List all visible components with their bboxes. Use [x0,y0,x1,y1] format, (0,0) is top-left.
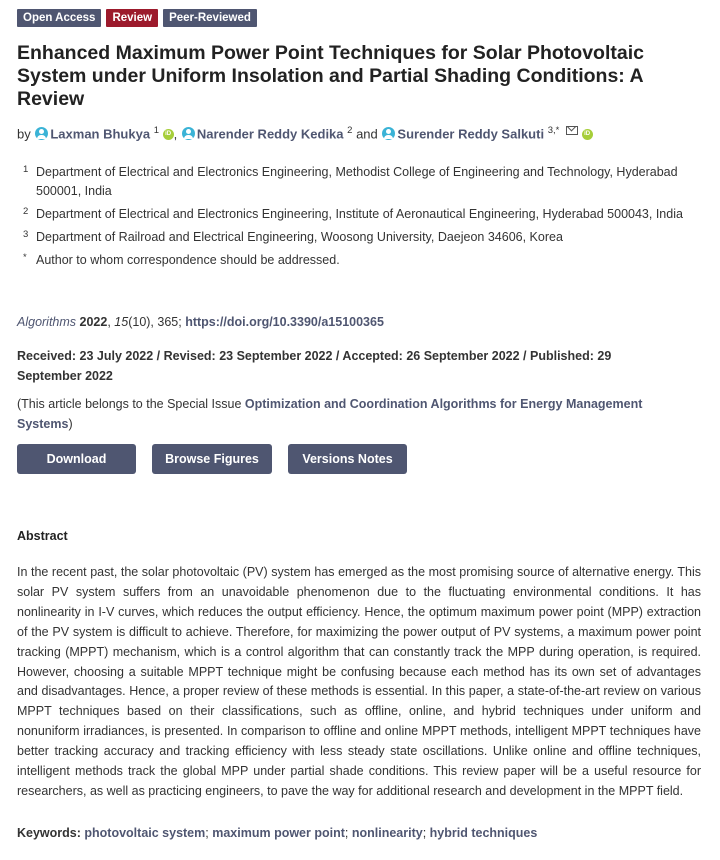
author-affil-sup: 3,* [547,125,560,136]
badges [17,9,257,27]
affiliation-text: Department of Railroad and Electrical Engineering, Woosong University, Daejeon 34606, Korea [36,230,563,244]
author-name-3[interactable]: Surender Reddy Salkuti [397,126,545,142]
person-icon[interactable] [35,127,48,140]
special-issue-link[interactable]: Optimization and Coordination Algorithms for Energy Management Systems [17,397,643,431]
affiliation-item [17,205,707,224]
author-separator: , [173,126,178,142]
author-affil-sup: 1 [153,125,159,136]
affiliation-number: * [23,252,27,263]
citation-volume: 15 [114,315,129,329]
action-buttons [17,444,407,474]
abstract-body: In the recent past, the solar photovoltaic (PV) system has emerged as the most promising source of alternative energy. This solar PV system suffers from an unavoidable phenomenon due to the fluctuating environmental conditions. It has nonlinearity in I-V curves, which reduces the output efficiency. Hence, the optimum maximum power point (MPP) extraction of the PV system is difficult to achieve. Therefore, for maximizing the power output of PV systems, a maximum power point tracking (MPPT) mechanism, which is a control algorithm that can constantly track the MPP during operation, is required. However, choosing a suitable MPPT technique might be confusing because each method has its own set of advantages and disadvantages. Hence, a proper review of these methods is essential. In this paper, a state-of-the-art review on various MPPT techniques based on their classifications, such as offline, online, and hybrid techniques under uniform and nonuniform irradiances, is presented. In comparison to offline and online MPPT methods, intelligent MPPT techniques have better tracking accuracy and tracking efficiency with less steady state oscillations. Unlike online and offline techniques, intelligent methods track the global MPP under partial shade conditions. This review paper will be a useful resource for researchers, as well as practicing engineers, to pave the way for additional research and development in the MPPT field. [17,565,701,798]
affiliation-text: Department of Electrical and Electronics Engineering, Institute of Aeronautical Engineering, Hyderabad 500043, India [36,207,683,221]
affiliations [17,163,707,274]
citation-line: Algorithms 2022, 15(10), 365; https://doi.org/10.3390/a15100365 [17,315,384,329]
special-issue-prefix: (This article belongs to the Special Issue [17,397,245,411]
special-issue-note [17,395,697,434]
article-title: Enhanced Maximum Power Point Techniques for Solar Photovoltaic System under Uniform Insolation and Partial Shading Conditions: A Review [17,42,644,110]
orcid-icon[interactable]: iD [163,129,174,140]
keyword-separator: ; [205,826,209,840]
special-issue-suffix: ) [68,416,73,431]
author-line [17,125,707,141]
person-icon[interactable] [382,127,395,140]
by-label: by [17,126,31,142]
affiliation-text: Department of Electrical and Electronics Engineering, Methodist College of Engineering and Technology, Hyderabad 500001, India [36,165,678,198]
affiliation-number: 2 [23,206,29,217]
browse-figures-button[interactable]: Browse Figures [152,444,272,474]
affiliation-number: 1 [23,164,29,175]
author-affil-sup: 2 [347,125,353,136]
affiliation-number: 3 [23,229,29,240]
author-name-1[interactable]: Laxman Bhukya [50,126,151,142]
keywords-line [17,826,537,840]
affiliation-item [17,163,707,201]
orcid-icon[interactable]: iD [582,129,593,140]
citation-issue: (10), 365; [128,315,182,329]
peer-reviewed-badge[interactable]: Peer-Reviewed [163,9,257,27]
open-access-badge[interactable]: Open Access [17,9,101,27]
keyword-link[interactable]: photovoltaic system [84,826,206,840]
person-icon[interactable] [182,127,195,140]
affiliation-text: Author to whom correspondence should be addressed. [36,253,340,267]
affiliation-item [17,251,707,270]
journal-name[interactable]: Algorithms [17,315,77,329]
keyword-link[interactable]: nonlinearity [351,826,423,840]
versions-notes-button[interactable]: Versions Notes [288,444,407,474]
and-label: and [356,126,378,142]
doi-link[interactable]: https://doi.org/10.3390/a15100365 [185,315,384,329]
keyword-separator: ; [344,826,349,840]
keywords-label: Keywords: [17,826,81,840]
affiliation-item [17,228,707,247]
review-badge[interactable]: Review [106,9,158,27]
publication-dates: Received: 23 July 2022 / Revised: 23 September 2022 / Accepted: 26 September 2022 / Published: 29 September 2022 [17,349,612,383]
keyword-link[interactable]: maximum power point [212,826,345,840]
download-button[interactable]: Download [17,444,136,474]
author-name-2[interactable]: Narender Reddy Kedika [196,126,344,142]
abstract-heading: Abstract [17,529,68,543]
mail-icon[interactable] [566,126,578,135]
citation-year: 2022 [79,315,108,329]
keyword-separator: ; [422,826,427,840]
keyword-link[interactable]: hybrid techniques [429,826,538,840]
